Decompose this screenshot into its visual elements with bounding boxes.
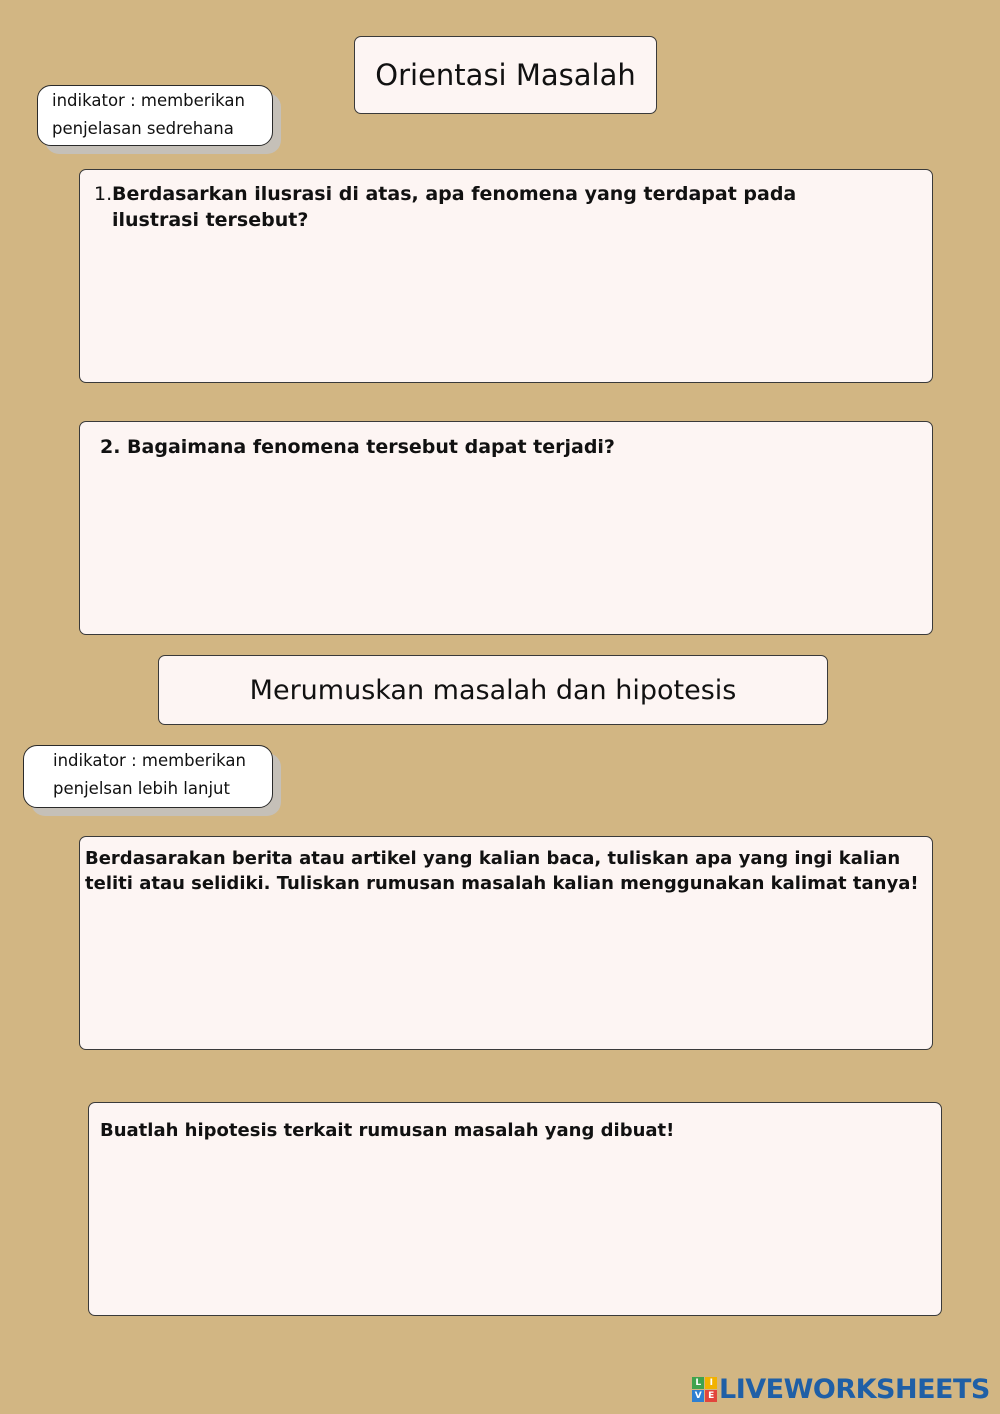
question-box-1: [79, 169, 933, 383]
question-1: [94, 181, 874, 233]
question-1-number: 1.: [94, 183, 113, 205]
answer-input-1[interactable]: [80, 240, 932, 382]
indicator-line-1: indikator : memberikan: [53, 751, 246, 770]
indicator-line-1: indikator : memberikan: [52, 91, 245, 110]
answer-input-4[interactable]: [89, 1158, 941, 1315]
section-title-merumuskan: [158, 655, 828, 725]
liveworksheets-logo-text: LIVEWORKSHEETS: [719, 1374, 990, 1405]
section-title-text: Merumuskan masalah dan hipotesis: [249, 674, 737, 706]
indicator-badge-1: [37, 85, 273, 146]
logo-letter-e: E: [705, 1390, 717, 1402]
logo-letter-l: L: [692, 1377, 704, 1389]
liveworksheets-logo-icon: [692, 1377, 717, 1402]
indicator-badge-2: [23, 745, 273, 808]
answer-input-2[interactable]: [80, 472, 932, 634]
liveworksheets-logo: [692, 1374, 990, 1405]
section-title-text: Orientasi Masalah: [375, 58, 636, 92]
section-title-orientasi: [354, 36, 657, 114]
indicator-line-2: penjelsan lebih lanjut: [53, 779, 230, 798]
logo-letter-i: I: [705, 1377, 717, 1389]
question-box-4: [88, 1102, 942, 1316]
indicator-line-2: penjelasan sedrehana: [52, 119, 234, 138]
question-box-3: [79, 836, 933, 1050]
question-2-text: 2. Bagaimana fenomena tersebut dapat terjadi?: [100, 436, 615, 458]
question-1-text: Berdasarkan ilusrasi di atas, apa fenomena yang terdapat pada ilustrasi tersebut?: [112, 183, 797, 231]
logo-letter-v: V: [692, 1390, 704, 1402]
question-4-text: Buatlah hipotesis terkait rumusan masalah yang dibuat!: [100, 1120, 675, 1141]
answer-input-3[interactable]: [80, 907, 932, 1049]
question-box-2: [79, 421, 933, 635]
question-3-text: Berdasarakan berita atau artikel yang kalian baca, tuliskan apa yang ingi kalian teliti atau selidiki. Tuliskan rumusan masalah kalian menggunakan kalimat tanya!: [85, 848, 919, 894]
